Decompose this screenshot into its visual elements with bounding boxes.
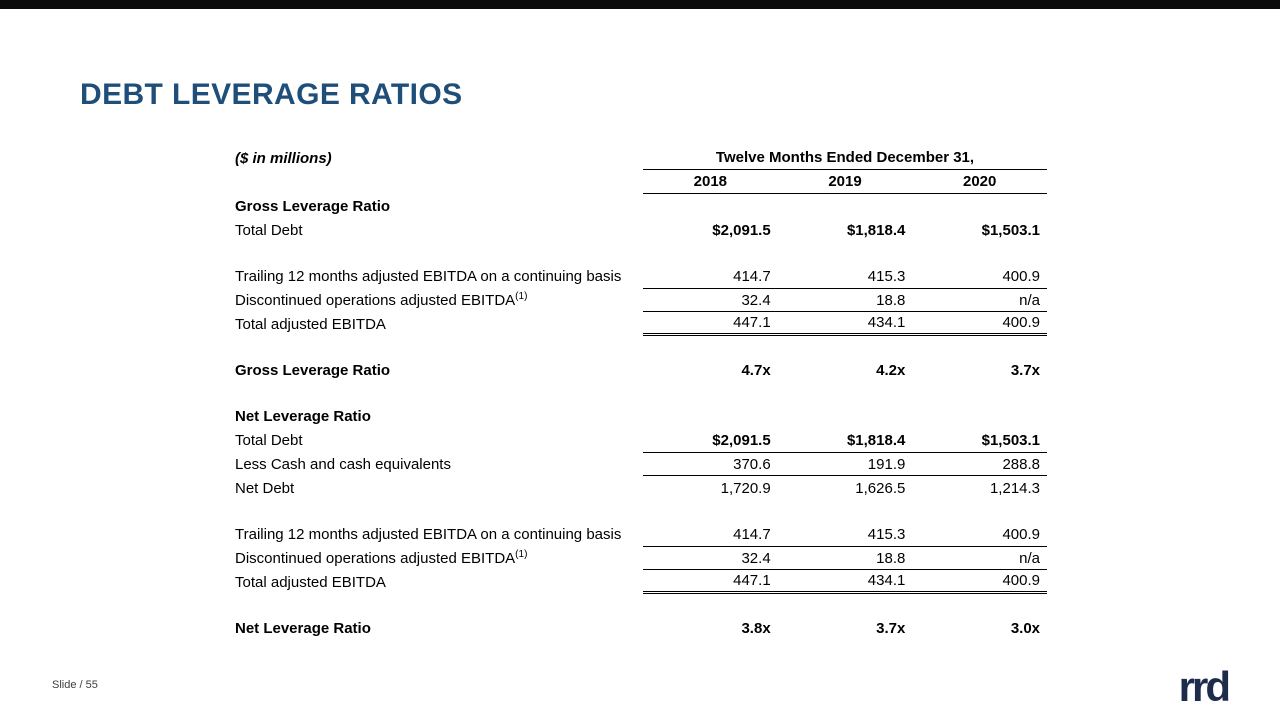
header-label-spacer: [235, 170, 643, 194]
row-values: [643, 522, 1047, 546]
debt-leverage-table: [235, 146, 1047, 640]
table-row: [235, 312, 1047, 336]
table-row: [235, 570, 1047, 594]
value-cell: 414.7: [733, 267, 771, 285]
table-header-row-1: [235, 146, 1047, 170]
table-row: [235, 616, 1047, 640]
value-cell: 3.7x: [876, 619, 906, 637]
value-cell: 415.3: [867, 267, 906, 285]
row-values: [643, 452, 1047, 476]
row-values: [643, 264, 1047, 288]
spacer-row: [235, 382, 1047, 404]
value-cell: 3.8x: [741, 619, 771, 637]
row-label: Net Debt: [235, 479, 295, 497]
value-cell: 1,720.9: [720, 479, 771, 497]
table-row: [235, 546, 1047, 570]
table-body: [235, 194, 1047, 640]
value-cell: 1,626.5: [855, 479, 906, 497]
row-values: [643, 288, 1047, 312]
value-cell: 447.1: [733, 314, 771, 331]
value-cell: 288.8: [1002, 455, 1041, 473]
value-cell: 18.8: [876, 549, 906, 567]
value-cell: 1,214.3: [989, 479, 1041, 497]
page-title: DEBT LEVERAGE RATIOS: [80, 78, 463, 111]
table-row: [235, 194, 1047, 218]
row-label: Less Cash and cash equivalents: [235, 455, 451, 473]
value-cell: 400.9: [1002, 525, 1041, 543]
row-label: Net Leverage Ratio: [235, 407, 371, 425]
row-label: Gross Leverage Ratio: [235, 197, 391, 215]
value-cell: $2,091.5: [712, 221, 771, 239]
spacer-row: [235, 336, 1047, 358]
value-cell: 18.8: [876, 291, 906, 309]
value-cell: n/a: [1019, 549, 1041, 567]
value-cell: $2,091.5: [712, 431, 771, 449]
value-cell: $1,818.4: [846, 221, 906, 239]
year-headers: [643, 170, 1047, 194]
table-row: [235, 264, 1047, 288]
value-cell: 191.9: [867, 455, 906, 473]
row-label: Discontinued operations adjusted EBITDA$^{(1)}$: [235, 290, 528, 309]
value-cell: 400.9: [1002, 314, 1041, 331]
row-values: [643, 476, 1047, 500]
top-accent-bar: [0, 0, 1280, 9]
row-label: Gross Leverage Ratio: [235, 361, 391, 379]
row-label: Discontinued operations adjusted EBITDA$^{(1)}$: [235, 548, 528, 567]
table-row: [235, 404, 1047, 428]
row-values: [643, 428, 1047, 452]
table-row: [235, 358, 1047, 382]
spacer-row: [235, 500, 1047, 522]
row-values: [643, 358, 1047, 382]
year-header: 2018: [693, 173, 728, 190]
value-cell: 3.7x: [1010, 361, 1041, 379]
value-cell: 32.4: [741, 291, 771, 309]
row-values: [643, 616, 1047, 640]
row-values: [643, 570, 1047, 594]
table-row: [235, 428, 1047, 452]
spacer-row: [235, 594, 1047, 616]
value-cell: $1,818.4: [846, 431, 906, 449]
value-cell: $1,503.1: [981, 221, 1041, 239]
year-header: 2020: [962, 173, 997, 190]
row-label: Net Leverage Ratio: [235, 619, 371, 637]
table-row: [235, 218, 1047, 242]
row-label: Total adjusted EBITDA: [235, 573, 386, 591]
row-values: [643, 194, 1047, 218]
table-header-row-2: [235, 170, 1047, 194]
year-header: 2019: [828, 173, 862, 190]
value-cell: 400.9: [1002, 572, 1041, 589]
row-values: [643, 218, 1047, 242]
row-label: Total Debt: [235, 431, 303, 449]
value-cell: $1,503.1: [981, 431, 1041, 449]
row-values: [643, 312, 1047, 336]
value-cell: 434.1: [867, 572, 906, 589]
value-cell: 3.0x: [1010, 619, 1041, 637]
row-label: Total adjusted EBITDA: [235, 315, 386, 333]
value-cell: 400.9: [1002, 267, 1041, 285]
value-cell: 415.3: [867, 525, 906, 543]
value-cell: 447.1: [733, 572, 771, 589]
table-row: [235, 522, 1047, 546]
value-cell: 434.1: [867, 314, 906, 331]
table-row: [235, 288, 1047, 312]
row-values: [643, 546, 1047, 570]
table-row: [235, 476, 1047, 500]
value-cell: 414.7: [733, 525, 771, 543]
row-label: Trailing 12 months adjusted EBITDA on a continuing basis: [235, 525, 622, 543]
footnote-ref: (1): [515, 548, 528, 560]
spacer-row: [235, 242, 1047, 264]
row-label: Trailing 12 months adjusted EBITDA on a continuing basis: [235, 267, 622, 285]
units-label: ($ in millions): [235, 149, 332, 167]
value-cell: n/a: [1019, 291, 1041, 309]
value-cell: 370.6: [733, 455, 771, 473]
value-cell: 32.4: [741, 549, 771, 567]
row-values: [643, 404, 1047, 428]
row-label: Total Debt: [235, 221, 303, 239]
value-cell: 4.2x: [876, 361, 906, 379]
footnote-ref: (1): [515, 290, 528, 302]
period-header: Twelve Months Ended December 31,: [643, 146, 1047, 170]
rrd-logo: rrd: [1178, 663, 1228, 710]
slide-number: Slide / 55: [52, 679, 98, 691]
table-row: [235, 452, 1047, 476]
value-cell: 4.7x: [741, 361, 771, 379]
